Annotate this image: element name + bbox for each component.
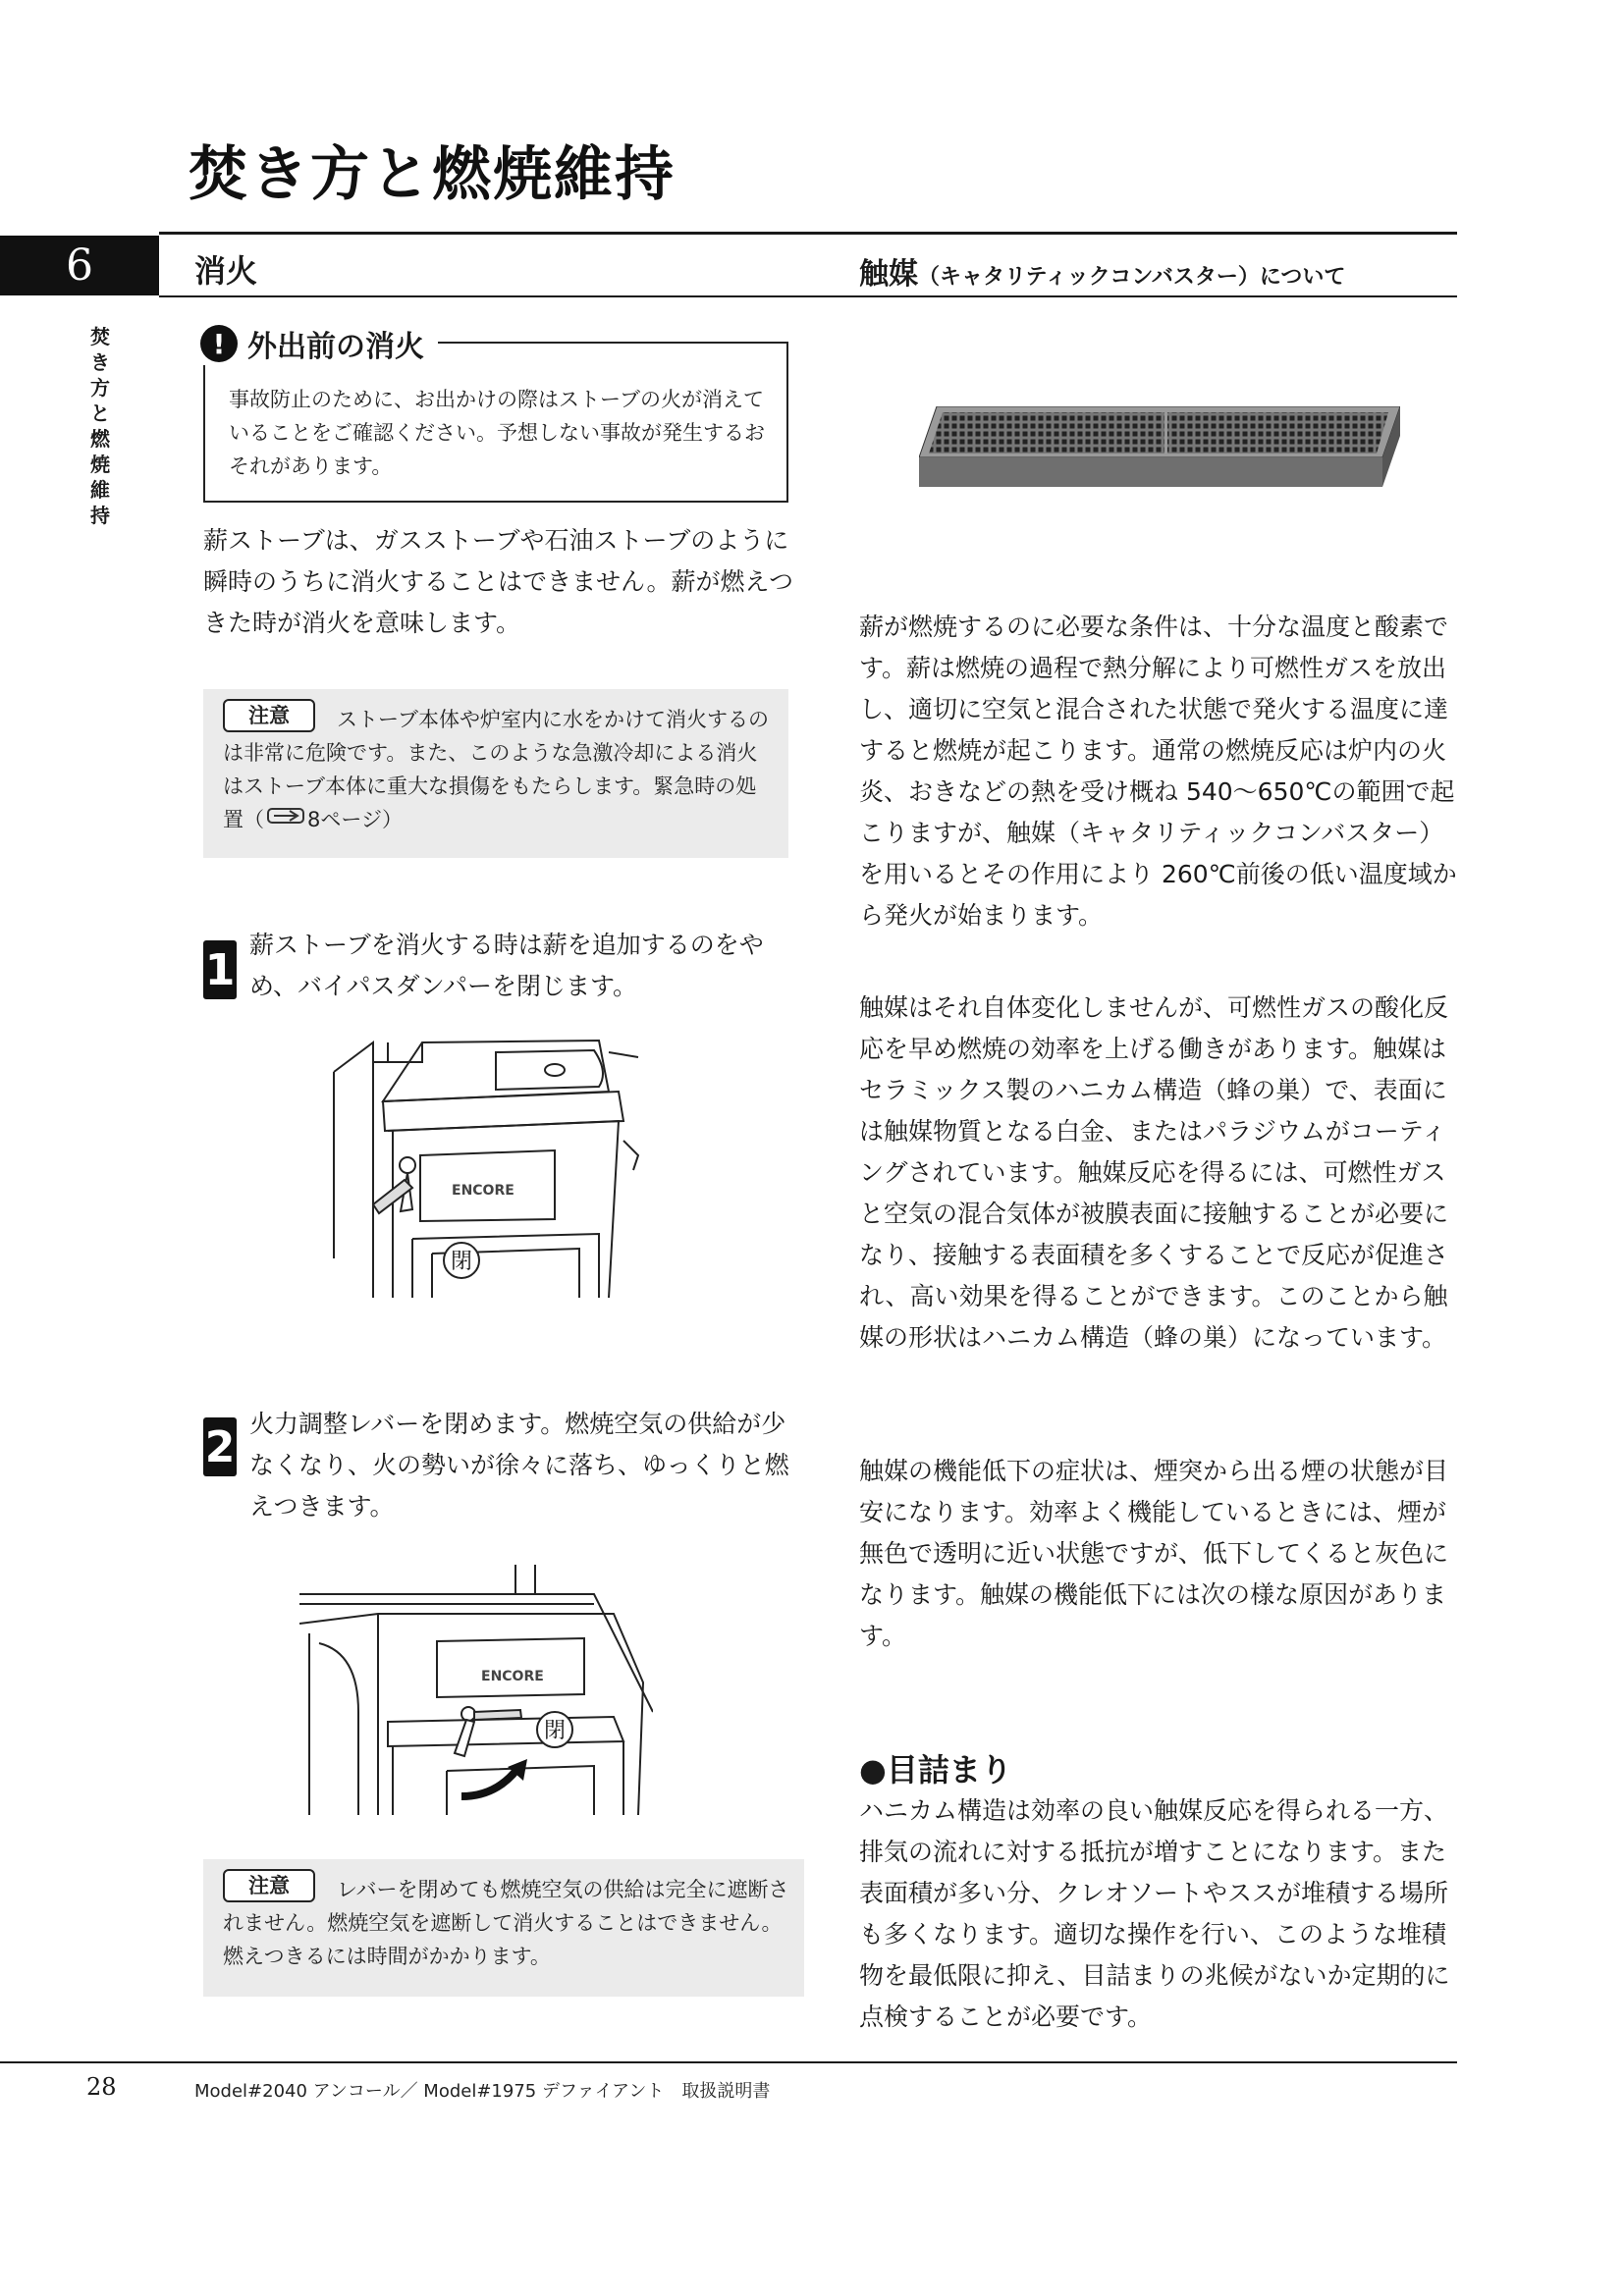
catalyst-honeycomb-image <box>919 406 1400 487</box>
intro-paragraph: 薪ストーブは、ガスストーブや石油ストーブのように瞬時のうちに消火することはできません。薪が燃えつきた時が消火を意味します。 <box>203 526 794 637</box>
catalyst-paragraph-3: 触媒の機能低下の症状は、煙突から出る煙の状態が目安になります。効率よく機能しているときには、煙が無色で透明に近い状態ですが、低下してくると灰色になります。触媒の機能低下には次の様な原因があります。 <box>859 1457 1449 1650</box>
close-label-2: 閉 <box>544 1719 567 1743</box>
warning-header <box>196 322 438 365</box>
close-label-1: 閉 <box>451 1250 473 1274</box>
caution-ref-page: 8ページ） <box>307 808 403 831</box>
step-2-number: 2 <box>203 1417 237 1476</box>
caution-badge: 注意 <box>223 699 315 732</box>
pointing-hand-icon <box>264 803 307 836</box>
stove-logo-1: ENCORE <box>452 1183 514 1199</box>
section-title-left: 消火 <box>194 252 258 290</box>
section-title-right <box>859 249 1345 293</box>
caution-text: ストーブ本体や炉室内に水をかけて消火するのは非常に危険です。また、このような急激冷却による消火はストーブ本体に重大な損傷をもたらします。緊急時の処置（ <box>223 708 769 831</box>
clogging-paragraph: ハニカム構造は効率の良い触媒反応を得られる一方、排気の流れに対する抵抗が増すことになります。また表面積が多い分、クレオソートやススが堆積する場所も多くなります。適切な操作を行い、このような堆積物を最低限に抑え、目詰まりの兆候がないか定期的に点検することが必要です。 <box>859 1796 1450 2031</box>
warning-text: 事故防止のために、お出かけの際はストーブの火が消えていることをご確認ください。予想しない事故が発生するおそれがあります。 <box>229 388 765 478</box>
page-title: 焚き方と燃焼維持 <box>189 140 676 209</box>
stove-logo-2: ENCORE <box>481 1669 544 1684</box>
warning-title: 外出前の消火 <box>247 330 424 364</box>
step-1-number: 1 <box>203 940 237 999</box>
caution-badge-2: 注意 <box>223 1869 315 1902</box>
footer-model-text: Model#2040 アンコール／ Model#1975 デファイアント 取扱説明書 <box>194 2081 771 2102</box>
catalyst-paragraph-1: 薪が燃焼するのに必要な条件は、十分な温度と酸素です。薪は燃焼の過程で熱分解により可燃性ガスを放出し、適切に空気と混合された状態で発火する温度に達すると燃焼が起こります。通常の燃焼反応は炉内の火炎、おきなどの熱を受け概ね 540～650℃の範囲で起こりますが、触媒（キャタリティックコンバスター）を用いるとその作用により 260℃前後の低い温度域から発火が始まります。 <box>859 613 1457 930</box>
chapter-number: 6 <box>0 236 159 295</box>
side-chapter-label: 焚き方と燃焼維持 <box>90 325 110 527</box>
subheader-rule <box>159 295 1457 297</box>
stove-bypass-figure <box>314 1033 648 1298</box>
catalyst-paragraph-2: 触媒はそれ自体変化しませんが、可燃性ガスの酸化反応を早め燃焼の効率を上げる働きがあります。触媒はセラミックス製のハニカム構造（蜂の巣）で、表面には触媒物質となる白金、またはパラジウムがコーティングされています。触媒反応を得るには、可燃性ガスと空気の混合気体が被膜表面に接触することが必要になり、接触する表面積を多くすることで反応が促進され、高い効果を得ることができます。このことから触媒の形状はハニカム構造（蜂の巣）になっています。 <box>859 993 1449 1352</box>
section-title-paren: （キャタリティックコンバスター）について <box>918 265 1346 290</box>
caution-text-2: レバーを閉めても燃焼空気の供給は完全に遮断されません。燃焼空気を遮断して消火することはできません。燃えつきるには時間がかかります。 <box>223 1878 789 1968</box>
caution-note-1 <box>203 689 788 858</box>
exclamation-icon: ! <box>200 325 238 362</box>
section-title-main: 触媒 <box>859 257 918 292</box>
step-1-text: 薪ストーブを消火する時は薪を追加するのをやめ、バイパスダンパーを閉じます。 <box>249 931 764 1000</box>
footer-rule <box>0 2061 1457 2063</box>
stove-air-lever-figure <box>299 1565 653 1820</box>
clogging-heading: ●目詰まり <box>859 1751 1012 1789</box>
step-2-text: 火力調整レバーを閉めます。燃焼空気の供給が少なくなり、火の勢いが徐々に落ち、ゆっくりと燃えつきます。 <box>249 1410 789 1521</box>
caution-note-2 <box>203 1859 804 1997</box>
page-number: 28 <box>86 2073 117 2101</box>
header-rule <box>159 232 1457 235</box>
